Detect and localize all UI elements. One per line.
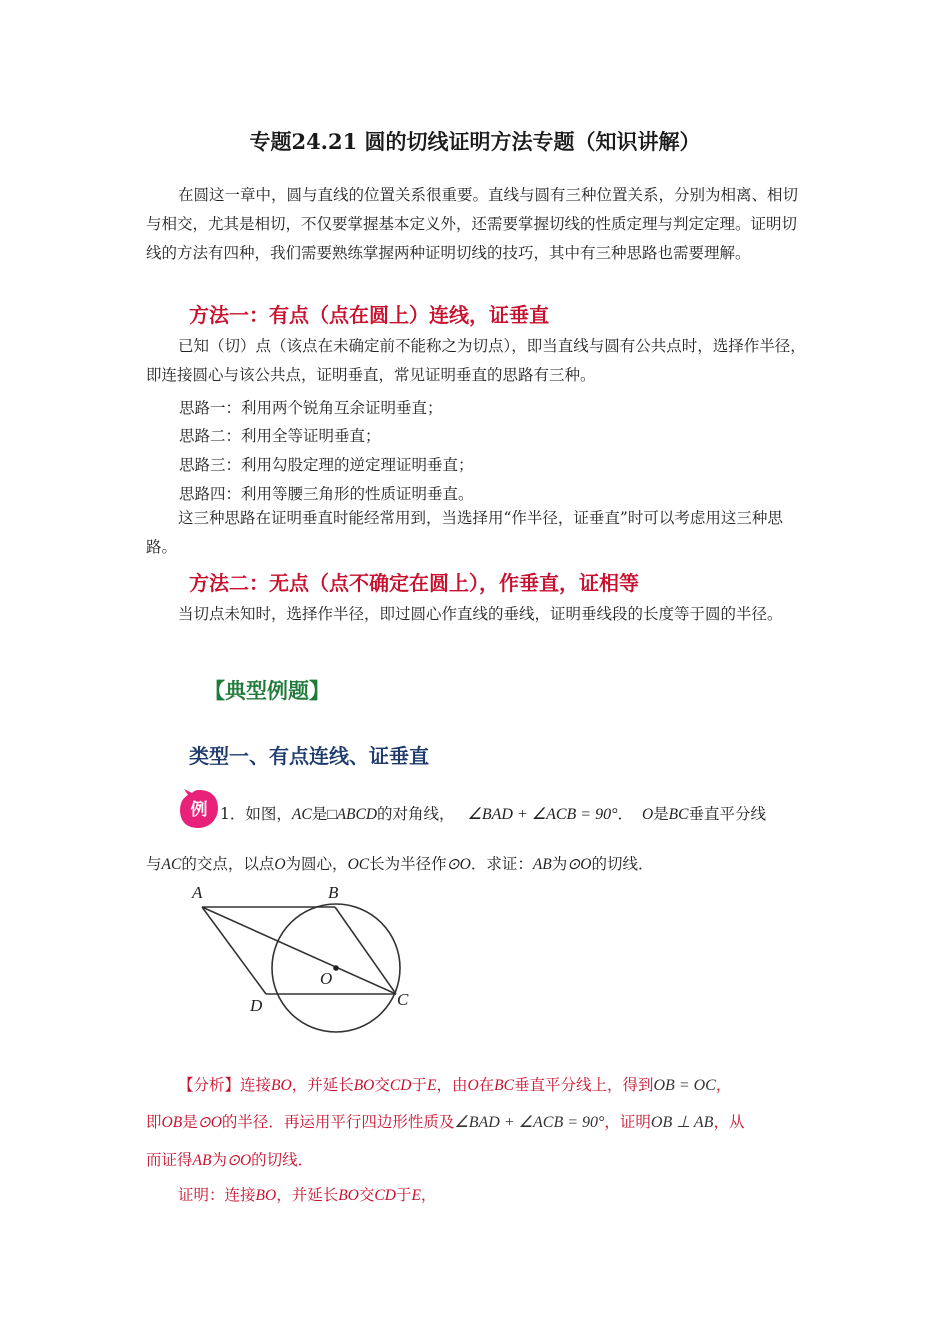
text: ，证明 (604, 1113, 651, 1131)
text: 的对角线， (377, 805, 455, 823)
label-o: O (320, 969, 333, 988)
idea-1: 思路一：利用两个锐角互余证明垂直； (179, 399, 443, 417)
math-bc: BC (494, 1077, 514, 1094)
example1-line2 (146, 852, 653, 874)
math-circle-o: ⊙O (197, 1114, 222, 1131)
type1-heading: 类型一、有点连线、证垂直 (189, 744, 429, 768)
math-bo: BO (353, 1077, 375, 1094)
analysis-line3 (146, 1148, 826, 1170)
math-parallelogram: □ABCD (327, 806, 378, 823)
example-badge-icon (178, 788, 220, 830)
text: ，从 (713, 1113, 745, 1131)
math-cd: CD (389, 1077, 412, 1094)
label-b: B (328, 883, 339, 902)
math-bo: BO (271, 1077, 292, 1094)
math-ob-eq-oc: OB = OC (653, 1077, 716, 1094)
text: ， (715, 1076, 732, 1094)
text: 的切线． (251, 1151, 314, 1169)
analysis-line1 (146, 1073, 826, 1095)
segment-ad (202, 907, 266, 994)
text: 交 (374, 1076, 390, 1094)
math-angle-equation: ∠BAD + ∠ACB = 90° (454, 1114, 605, 1131)
method1-heading: 方法一：有点（点在圆上）连线，证垂直 (189, 303, 549, 327)
math-ac: AC (161, 856, 182, 873)
method2-heading: 方法二：无点（点不确定在圆上），作垂直，证相等 (189, 571, 639, 595)
math-o: O (467, 1077, 479, 1094)
text: 的切线． (591, 855, 654, 873)
math-ob-perp-ab: OB ⊥ AB (650, 1114, 714, 1131)
page-title: 专题24.21 圆的切线证明方法专题（知识讲解） (249, 129, 701, 154)
text: 于 (411, 1076, 427, 1094)
text: ，并延长 (276, 1186, 339, 1204)
method1-description: 已知（切）点（该点在未确定前不能称之为切点），即当直线与圆有公共点时，选择作半径，即连接圆心与该公共点，证明垂直，常见证明垂直的思路有三种。 (146, 337, 806, 384)
math-ab: AB (192, 1152, 212, 1169)
text: 垂直平分线 (688, 805, 766, 823)
text: 长为半径作 (369, 855, 447, 873)
math-bc: BC (668, 806, 689, 823)
math-ab: AB (532, 856, 552, 873)
example-badge-label: 例 (190, 800, 208, 820)
example1-number: 1．如图， (220, 805, 292, 823)
text: 垂直平分线上，得到 (513, 1076, 654, 1094)
text: 连接 (240, 1076, 272, 1094)
text: 是 (653, 805, 669, 823)
label-d: D (250, 996, 263, 1015)
analysis-line2 (146, 1110, 826, 1132)
math-bo: BO (338, 1187, 359, 1204)
text: ． (617, 805, 634, 823)
text: 在 (478, 1076, 495, 1094)
text: 为 (551, 855, 568, 873)
proof-label: 证明：连接 (178, 1186, 256, 1204)
text: 交 (358, 1186, 375, 1204)
text: ．求证： (470, 855, 533, 873)
text: 为圆心， (285, 855, 348, 873)
math-angle-equation: ∠BAD + ∠ACB = 90° (467, 806, 618, 823)
idea-2: 思路二：利用全等证明垂直； (179, 427, 381, 445)
text: 的交点，以点 (181, 855, 275, 873)
segment-ac (202, 907, 396, 994)
method1-summary: 这三种思路在证明垂直时能经常用到，当选择用“作半径，证垂直”时可以考虑用这三种思路。 (146, 509, 783, 556)
math-ob: OB (161, 1114, 183, 1131)
examples-heading: 【典型例题】 (204, 678, 330, 703)
math-bo: BO (255, 1187, 277, 1204)
idea-3: 思路三：利用勾股定理的逆定理证明垂直； (179, 456, 474, 474)
text: 即 (146, 1113, 162, 1131)
text: 与 (146, 855, 162, 873)
text: 的半径．再运用平行四边形性质及 (221, 1113, 455, 1131)
text: 为 (211, 1151, 227, 1169)
math-circle-o: ⊙O (567, 856, 592, 873)
math-circle-o: ⊙O (446, 856, 471, 873)
proof-line1 (146, 1183, 826, 1205)
text: ， (420, 1186, 437, 1204)
math-o: O (274, 856, 286, 873)
math-circle-o: ⊙O (226, 1152, 252, 1169)
label-c: C (397, 990, 409, 1009)
label-a: A (192, 883, 203, 902)
math-e: E (411, 1187, 421, 1204)
math-o: O (641, 806, 654, 823)
center-point-o (333, 965, 339, 971)
analysis-tag: 【分析】 (178, 1076, 241, 1094)
math-cd: CD (374, 1187, 396, 1204)
text: ，并延长 (291, 1076, 354, 1094)
example1-line1 (220, 802, 766, 824)
math-e: E (426, 1077, 437, 1094)
math-ac: AC (291, 806, 312, 823)
text: 于 (395, 1186, 412, 1204)
text: 而证得 (146, 1151, 193, 1169)
intro-paragraph: 在圆这一章中，圆与直线的位置关系很重要。直线与圆有三种位置关系，分别为相离、相切与相交，尤其是相切，不仅要掌握基本定义外，还需要掌握切线的性质定理与判定定理。证明切线的方法有四种，我们需要熟练掌握两种证明切线的技巧，其中有三种思路也需要理解。 (146, 186, 799, 262)
math-oc: OC (347, 856, 370, 873)
method2-description: 当切点未知时，选择作半径，即过圆心作直线的垂线，证明垂线段的长度等于圆的半径。 (178, 605, 783, 623)
text: 是 (182, 1113, 198, 1131)
idea-4: 思路四：利用等腰三角形的性质证明垂直。 (179, 485, 474, 503)
geometry-figure (186, 880, 426, 1042)
text: 是 (311, 805, 328, 823)
text: ，由 (436, 1076, 468, 1094)
